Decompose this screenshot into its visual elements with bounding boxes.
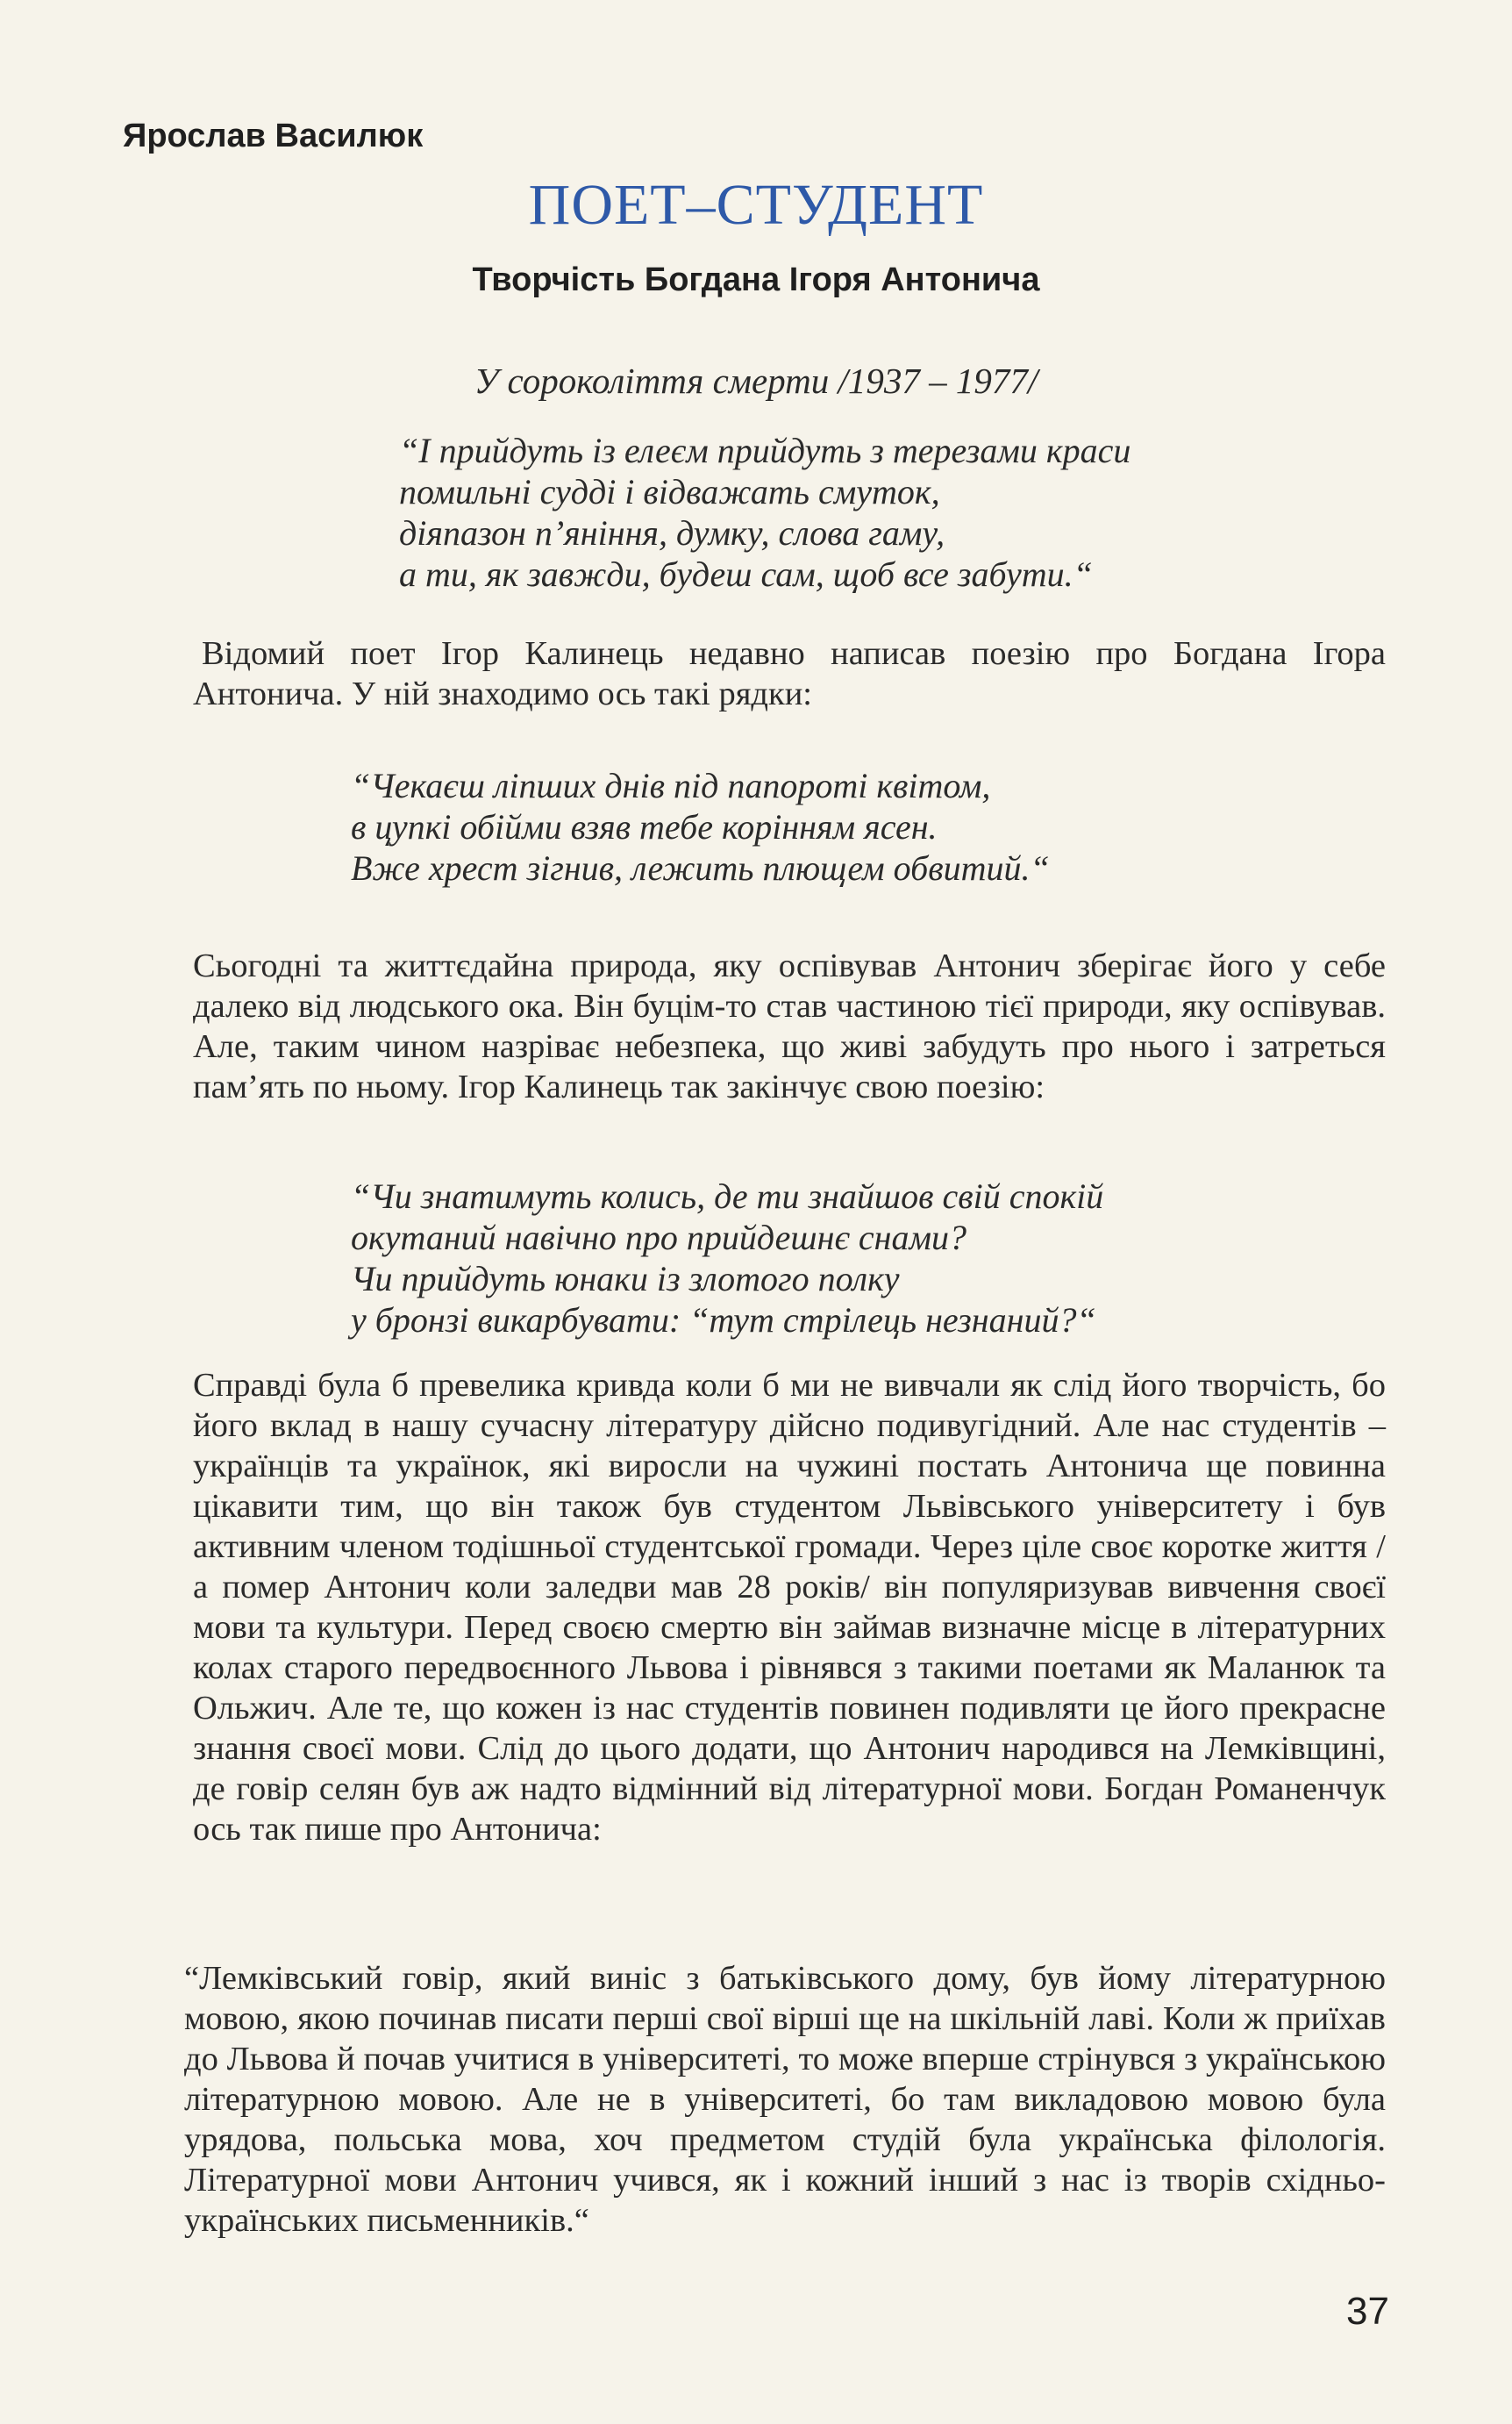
- verse-line: окутаний навічно про прийдешнє снами?: [351, 1218, 967, 1257]
- paragraph-text: Відомий поет Ігор Калинець недавно написав поезію про Богдана Ігора Антонича. У ній знаходимо ось такі рядки:: [193, 635, 1386, 712]
- verse-line: а ти, як завжди, будеш сам, щоб все забути.“: [399, 554, 1093, 594]
- article-subtitle: Творчість Богдана Ігоря Антонича: [472, 261, 1040, 298]
- verse-line: Вже хрест зігнив, лежить плющем обвитий.“: [351, 848, 1050, 888]
- calynets-verse-1: [351, 765, 1050, 889]
- romanenchuk-quote: [184, 1958, 1386, 2241]
- verse-line: діяпазон п’яніння, думку, слова гаму,: [399, 513, 945, 553]
- verse-line: у бронзі викарбувати: “тут стрілець незнаний?“: [351, 1300, 1096, 1340]
- quote-text: “Лемківський говір, який виніс з батьківського дому, був йому літературною мовою, якою починав писати перші свої вірші ще на шкільній лаві. Коли ж приїхав до Львова й почав учитися в університеті, то може вперше стрінувся з українською літературною мовою. Але не в університеті, бо там викладовою мовою була урядова, польська мова, хоч предметом студій була українська філологія. Літературної мови Антонич учився, як і кожний інший з нас із творів східньо-українських письменників.“: [184, 1960, 1386, 2239]
- paragraph-study: [193, 1365, 1386, 1849]
- verse-line: “Чекаєш ліпших днів під папороті квітом,: [351, 766, 991, 805]
- paragraph-text: Сьогодні та життєдайна природа, яку оспівував Антонич зберігає його у себе далеко від людського ока. Він буцім-то став частиною тієї природи, яку оспівував. Але, таким чином назріває небезпека, що живі забудуть про нього і затреться пам’ять по ньому. Ігор Калинець так закінчує свою поезію:: [193, 947, 1386, 1105]
- verse-line: Чи прийдуть юнаки із злотого полку: [351, 1259, 900, 1298]
- verse-line: “Чи знатимуть колись, де ти знайшов свій спокій: [351, 1176, 1104, 1216]
- paragraph-text: Справді була б превелика кривда коли б ми не вивчали як слід його творчість, бо його вклад в нашу сучасну літературу дійсно подивугідний. Але нас студентів – українців та українок, які виросли на чужині постать Антонича ще повинна цікавити тим, що він також був студентом Львівського університету і був активним членом тодішньої студентської громади. Через ціле своє коротке життя /а помер Антонич коли заледви мав 28 років/ він популяризував вивчення своєї мови та культури. Перед своєю смертю він займав визначне місце в літературних колах старого передвоєнного Львова і рівнявся з такими поетами як Маланюк та Ольжич. Але те, що кожен із нас студентів повинен подивляти це його прекрасне знання своєї мови. Слід до цього додати, що Антонич народився на Лемківщині, де говір селян був аж надто відмінний від літературної мови. Богдан Романенчук ось так пише про Антонича:: [193, 1367, 1386, 1848]
- dedication-line: У сороколіття смерти /1937 – 1977/: [474, 361, 1038, 401]
- verse-line: в цупкі обійми взяв тебе корінням ясен.: [351, 807, 938, 847]
- author-name: Ярослав Василюк: [123, 118, 424, 154]
- paragraph-nature: [193, 946, 1386, 1107]
- verse-line: “І прийдуть із елеєм прийдуть з терезами краси: [399, 431, 1131, 470]
- page-number: 37: [1346, 2290, 1389, 2333]
- paragraph-intro: [193, 633, 1386, 714]
- epigraph-verse: [399, 430, 1130, 595]
- verse-line: помильні судді і відважать смуток,: [399, 472, 940, 511]
- article-title: ПОЕТ–СТУДЕНТ: [528, 173, 984, 237]
- calynets-verse-2: [351, 1176, 1103, 1341]
